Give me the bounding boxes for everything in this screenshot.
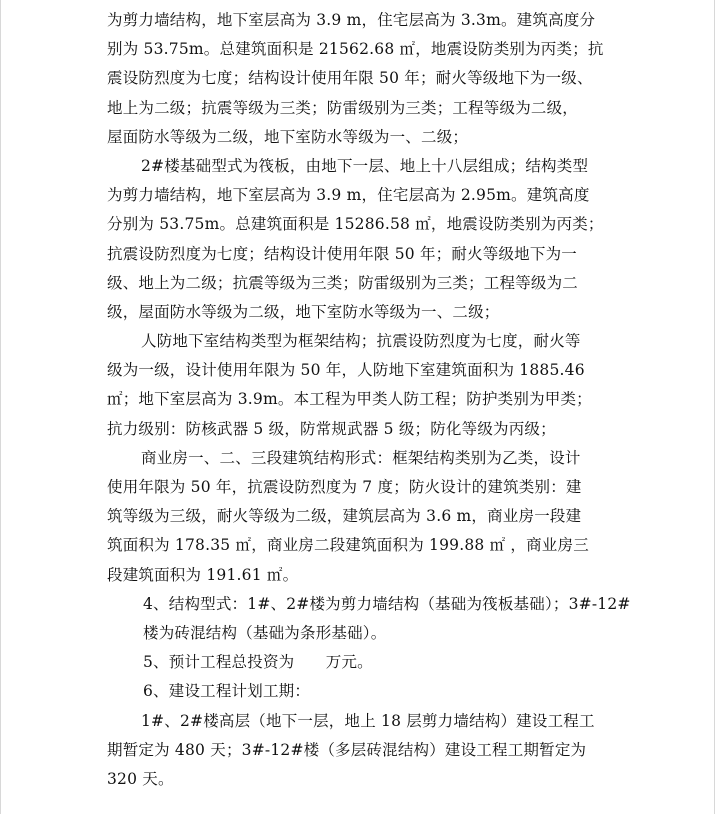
paragraph-start-line: 商业房一、二、三段建筑结构形式：框架结构类别为乙类，设计	[141, 448, 581, 467]
text-line: 级为一级，设计使用年限为 50 年，人防地下室建筑面积为 1885.46	[107, 361, 585, 380]
text-line: 别为 53.75m。总建筑面积是 21562.68 ㎡，地震设防类别为丙类；抗	[107, 40, 604, 59]
list-item-line: 4、结构型式：1#、2#楼为剪力墙结构（基础为筏板基础）；3#-12#	[143, 594, 631, 613]
text-line: 筑等级为三级，耐火等级为二级，建筑层高为 3.6 m，商业房一段建	[107, 507, 582, 526]
text-line: 为剪力墙结构，地下室层高为 3.9 m，住宅层高为 2.95m。建筑高度	[107, 186, 590, 205]
text-line: 震设防烈度为七度；结构设计使用年限 50 年；耐火等级地下为一级、	[107, 69, 593, 88]
list-item-line: 5、预计工程总投资为 万元。	[143, 653, 373, 672]
text-line: 期暂定为 480 天；3#-12#楼（多层砖混结构）建设工程工期暂定为	[107, 740, 587, 759]
text-line: 分别为 53.75m。总建筑面积是 15286.58 ㎡，地震设防类别为丙类；	[107, 215, 604, 234]
text-line: ㎡；地下室层高为 3.9m。本工程为甲类人防工程；防护类别为甲类；	[107, 390, 592, 409]
list-item-line: 6、建设工程计划工期：	[143, 682, 311, 701]
list-item-line: 楼为砖混结构（基础为条形基础）。	[143, 623, 387, 642]
document-body	[107, 6, 631, 794]
text-line: 使用年限为 50 年，抗震设防烈度为 7 度；防火设计的建筑类别：建	[107, 478, 582, 496]
text-line: 筑面积为 178.35 ㎡，商业房二段建筑面积为 199.88 ㎡ ，商业房三	[107, 536, 589, 555]
text-line: 级、地上为二级；抗震等级为三类；防雷级别为三类；工程等级为二	[107, 273, 579, 292]
text-line: 320 天。	[107, 769, 174, 788]
text-line: 抗震设防烈度为七度；结构设计使用年限 50 年；耐火等级地下为一	[107, 244, 577, 263]
paragraph-start-line: 2#楼基础型式为筏板，由地下一层、地上十八层组成；结构类型	[141, 156, 589, 175]
text-line: 为剪力墙结构，地下室层高为 3.9 m，住宅层高为 3.3m。建筑高度分	[107, 11, 596, 29]
page-left-border	[0, 0, 1, 814]
paragraph-start-line: 人防地下室结构类型为框架结构；抗震设防烈度为七度，耐火等	[141, 332, 581, 351]
text-line: 地上为二级；抗震等级为三类；防雷级别为三类；工程等级为二级，	[107, 98, 579, 117]
text-line: 段建筑面积为 191.61 ㎡。	[107, 565, 299, 584]
text-line: 级，屋面防水等级为二级，地下室防水等级为一、二级；	[107, 302, 500, 321]
text-line: 抗力级别：防核武器 5 级，防常规武器 5 级；防化等级为丙级；	[107, 419, 556, 438]
text-line: 屋面防水等级为二级，地下室防水等级为一、二级；	[107, 127, 469, 146]
paragraph-start-line: 1#、2#楼高层（地下一层，地上 18 层剪力墙结构）建设工程工	[141, 711, 595, 730]
